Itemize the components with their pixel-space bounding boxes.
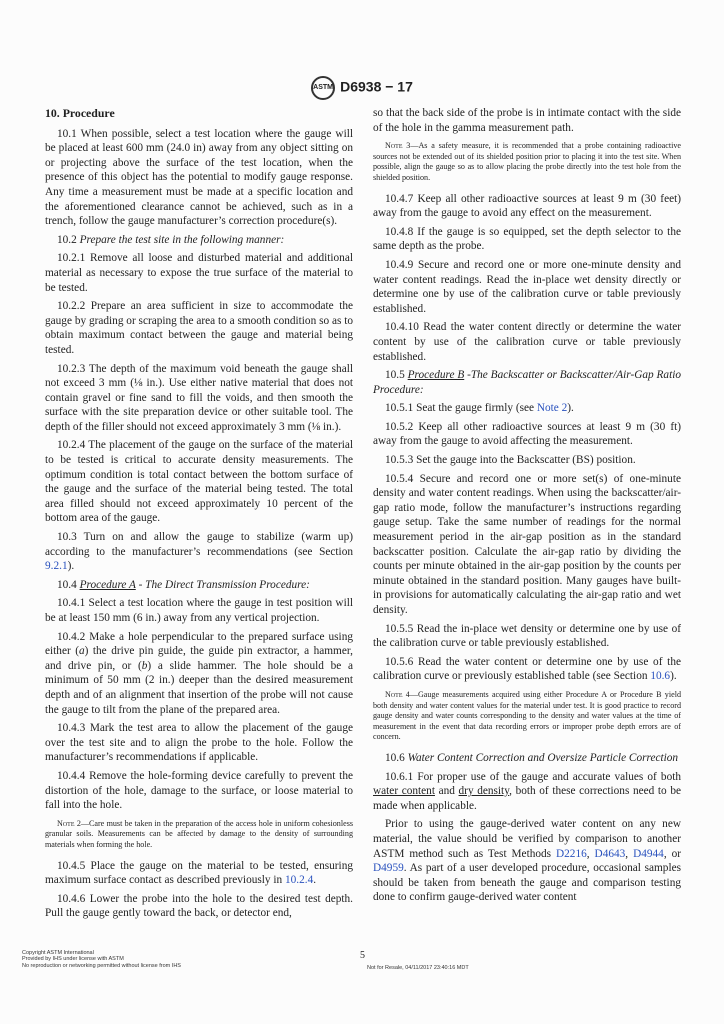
text-run: Prepare the test site in the following manner: <box>79 233 285 246</box>
resale-notice: Not for Resale, 04/11/2017 23:40:16 MDT <box>367 965 469 971</box>
text-run: 2—Care must be taken in the preparation of the access hole in uniform cohesionless granular soils. Measurements can be affected by damage to the density of surrounding materials when forming the hole. <box>45 818 353 849</box>
paragraph <box>373 320 681 364</box>
cross-reference-link[interactable]: 10.6 <box>650 670 671 683</box>
text-run: and <box>434 785 459 798</box>
text-run: a <box>78 645 85 658</box>
text-run: 4—Gauge measurements acquired using either Procedure A or Procedure B yield both density and water content values for the material under test. It is good practice to record gauge density and water counts corresponding to the density and water values at the time of measurement in the event that data recording errors or improper probe depth errors are of concern. <box>373 689 681 742</box>
paragraph <box>45 892 353 921</box>
text-run: Note <box>57 818 75 828</box>
paragraph <box>373 420 681 449</box>
text-run: Note <box>385 141 403 151</box>
text-run: water content <box>373 785 435 798</box>
text-run: ). <box>567 402 574 415</box>
text-run: -The Backscatter or Backscatter/Air-Gap Ratio Procedure: <box>373 369 682 396</box>
text-run: 10.3 Turn on and allow the gauge to stabilize (warm up) according to the manufacturer’s recommendations (see Section <box>45 531 353 558</box>
section-heading <box>45 106 353 121</box>
paragraph <box>45 630 353 718</box>
paragraph <box>45 769 353 813</box>
paragraph <box>45 596 353 625</box>
paragraph <box>373 401 681 416</box>
cross-reference-link[interactable]: 9.2.1 <box>45 560 68 573</box>
text-run: 10.4 <box>57 578 80 591</box>
text-run: ). <box>670 670 677 683</box>
text-run: Procedure A <box>79 578 136 591</box>
note <box>373 141 681 183</box>
text-run: 10.2 <box>57 233 80 246</box>
text-run: - The Direct Transmission Procedure: <box>135 578 310 591</box>
paragraph <box>373 368 681 397</box>
text-run: 10. Procedure <box>45 106 115 120</box>
text-run: 3—As a safety measure, it is recommended that a probe containing radioactive sources not be extended out of its shielded position prior to placing it into the test site. When possible, align the gauge so as to allow placing the probe directly into the test hole from the shielded position. <box>373 141 681 182</box>
copyright-footer <box>22 950 181 969</box>
text-run: 10.4.4 Remove the hole-forming device carefully to prevent the distortion of the hole, damage to the surface, or loose material to fall into the hole. <box>45 769 353 812</box>
text-run: ) the drive pin guide, the guide pin extractor, a hammer, and drive pin, or ( <box>45 645 353 672</box>
text-run: 10.4.7 Keep all other radioactive sources at least 9 m (30 feet) away from the gauge to avoid any effect on the measurement. <box>373 192 681 220</box>
paragraph <box>45 299 353 357</box>
paragraph <box>45 438 353 526</box>
paragraph <box>45 233 353 248</box>
text-run: , both of these corrections need to be made when applicable. <box>373 785 681 812</box>
text-run: 10.4.9 Secure and record one or more one-minute density and water content readings. Read the in-place wet density directly or determine one by use of the calibration curve or table previously established. <box>373 258 681 315</box>
text-run: 10.5.3 Set the gauge into the Backscatter (BS) position. <box>385 454 636 467</box>
cross-reference-link[interactable]: Note 2 <box>536 402 568 415</box>
text-run: . <box>313 874 317 887</box>
text-run: 10.4.5 Place the gauge on the material to be tested, ensuring maximum surface contact as described previously in <box>45 859 353 887</box>
cross-reference-link[interactable]: D4643 <box>594 847 626 860</box>
paragraph <box>373 453 681 468</box>
text-run: 10.2.2 Prepare an area sufficient in size to accommodate the gauge by grading or scraping the area to a smooth condition so as to obtain maximum contact between the gauge and material being tested. <box>45 300 353 356</box>
cross-reference-link[interactable]: D4944 <box>633 847 664 860</box>
footer-line: No reproduction or networking permitted without license from IHS <box>22 962 181 969</box>
text-run: 10.6 <box>385 751 408 764</box>
text-run: . As part of a user developed procedure, occasional samples should be taken from beneath the gauge and comparison testing done to confirm gauge-derived water content <box>373 862 681 904</box>
text-run: 10.4.6 Lower the probe into the hole to the desired test depth. Pull the gauge gently toward the back, or detector end, <box>45 892 353 920</box>
astm-logo-icon: ASTM <box>311 76 335 100</box>
text-run: ) a slide hammer. The hole should be a minimum of 50 mm (2 in.) deeper than the desired measurement depth and of an alignment that insertion of the probe will not cause the gauge to tilt from the plane of the prepared area. <box>45 659 353 716</box>
text-run: 10.2.4 The placement of the gauge on the surface of the material to be tested is critical to accurate density measurements. The optimum condition is total contact between the bottom surface of the gauge and the surface of the material being tested. The total area filled should not exceed approximately 10 percent of the bottom area of the gauge. <box>45 439 353 525</box>
designation: D6938 − 17 <box>340 78 413 95</box>
cross-reference-link[interactable]: D2216 <box>556 847 587 860</box>
text-run: 10.5.1 Seat the gauge firmly (see <box>385 402 537 415</box>
text-run: 10.5.6 Read the water content or determine one by use of the calibration curve or previously established table (see Section <box>373 655 681 683</box>
paragraph <box>373 751 681 766</box>
paragraph <box>373 225 681 254</box>
text-run: 10.5.4 Secure and record one or more set(s) of one-minute density and water content readings. When using the backscatter/air-gap ratio mode, follow the manufacturer’s instructions regarding gauge setup. Take the same number of readings for the normal measurement period in the air-gap position as in the standard backscatter position. Calculate the air-gap ratio by dividing the counts per minute obtained in the air-gap position by the counts per minute obtained in the standard position. Many gauges have built-in provisions for automatically calculating the air-gap ratio and wet density. <box>373 472 681 616</box>
left-column <box>45 106 353 925</box>
paragraph <box>373 622 681 651</box>
paragraph <box>45 530 353 574</box>
page-header <box>0 76 724 100</box>
paragraph <box>45 578 353 593</box>
text-run: 10.4.8 If the gauge is so equipped, set the depth selector to the same depth as the probe. <box>373 225 681 253</box>
text-run: 10.5 <box>385 369 408 382</box>
paragraph <box>45 251 353 295</box>
text-run: , <box>586 847 595 860</box>
text-run: 10.1 When possible, select a test location where the gauge will be placed at least 600 mm (24.0 in) away from any object sitting on or projecting above the surface of the test location, when the presence of this object has the potential to modify gauge response. Any time a measurement must be made at a specific location and the aforementioned clearance cannot be achieved, such as in a trench, follow the gauge manufacturer’s correction procedure(s). <box>45 127 353 228</box>
text-run: 10.4.3 Mark the test area to allow the placement of the gauge over the test site and to align the probe to the hole. Follow the manufacturer’s recommendations if applicable. <box>45 722 353 764</box>
paragraph <box>373 106 681 135</box>
cross-reference-link[interactable]: D4959 <box>373 862 404 875</box>
text-run: so that the back side of the probe is in intimate contact with the side of the hole in the gamma measurement path. <box>373 107 681 134</box>
paragraph <box>373 770 681 814</box>
text-run: 10.4.2 Make a hole perpendicular to the prepared surface using either ( <box>45 630 353 658</box>
text-run: 10.6.1 For proper use of the gauge and accurate values of both <box>385 770 681 783</box>
text-run: Prior to using the gauge-derived water content on any new material, the value should be verified by comparison to another ASTM method such as Test Methods <box>373 818 681 860</box>
text-run: ). <box>67 560 75 573</box>
paragraph <box>45 859 353 888</box>
paragraph <box>373 192 681 221</box>
paragraph <box>373 817 681 905</box>
paragraph <box>45 721 353 765</box>
footer-line: Provided by IHS under license with ASTM <box>22 956 124 963</box>
text-run: 10.5.5 Read the in-place wet density or determine one by use of the calibration curve or table previously established. <box>373 622 681 650</box>
text-run: 10.2.1 Remove all loose and disturbed material and additional material as necessary to expose the true surface of the material to be tested. <box>45 252 353 294</box>
paragraph <box>45 127 353 229</box>
text-run: Water Content Correction and Oversize Particle Correction <box>407 751 679 764</box>
cross-reference-link[interactable]: 10.2.4 <box>284 874 314 887</box>
paragraph <box>373 258 681 316</box>
text-run: 10.4.1 Select a test location where the gauge in test position will be at least 150 mm (6 in.) away from any vertical projection. <box>45 597 353 624</box>
text-run: dry density <box>458 785 510 798</box>
text-run: , or <box>663 847 681 860</box>
right-column <box>373 106 681 909</box>
note <box>45 819 353 851</box>
note <box>373 690 681 743</box>
text-run: 10.5.2 Keep all other radioactive sources at least 9 m (30 ft) away from the gauge to avoid affecting the measurement. <box>373 420 681 448</box>
text-run: Note <box>385 689 403 699</box>
paragraph <box>373 655 681 684</box>
text-run: Procedure B <box>407 369 465 382</box>
page-number: 5 <box>360 950 365 961</box>
text-run: , <box>625 847 634 860</box>
text-run: b <box>141 659 148 672</box>
paragraph <box>373 472 681 618</box>
text-run: 10.4.10 Read the water content directly or determine the water content by use of the calibration curve or table previously established. <box>373 321 681 363</box>
text-run: 10.2.3 The depth of the maximum void beneath the gauge shall not exceed 3 mm (⅛ in.). Use either native material that does not contain gravel or fine sand to fill the voids, and then smooth the surface with the site preparation device or other suitable tool. The depth of the filler should not exceed approximately 3 mm (⅛ in.). <box>45 362 353 433</box>
paragraph <box>45 362 353 435</box>
footer-line: Copyright ASTM International <box>22 950 94 956</box>
